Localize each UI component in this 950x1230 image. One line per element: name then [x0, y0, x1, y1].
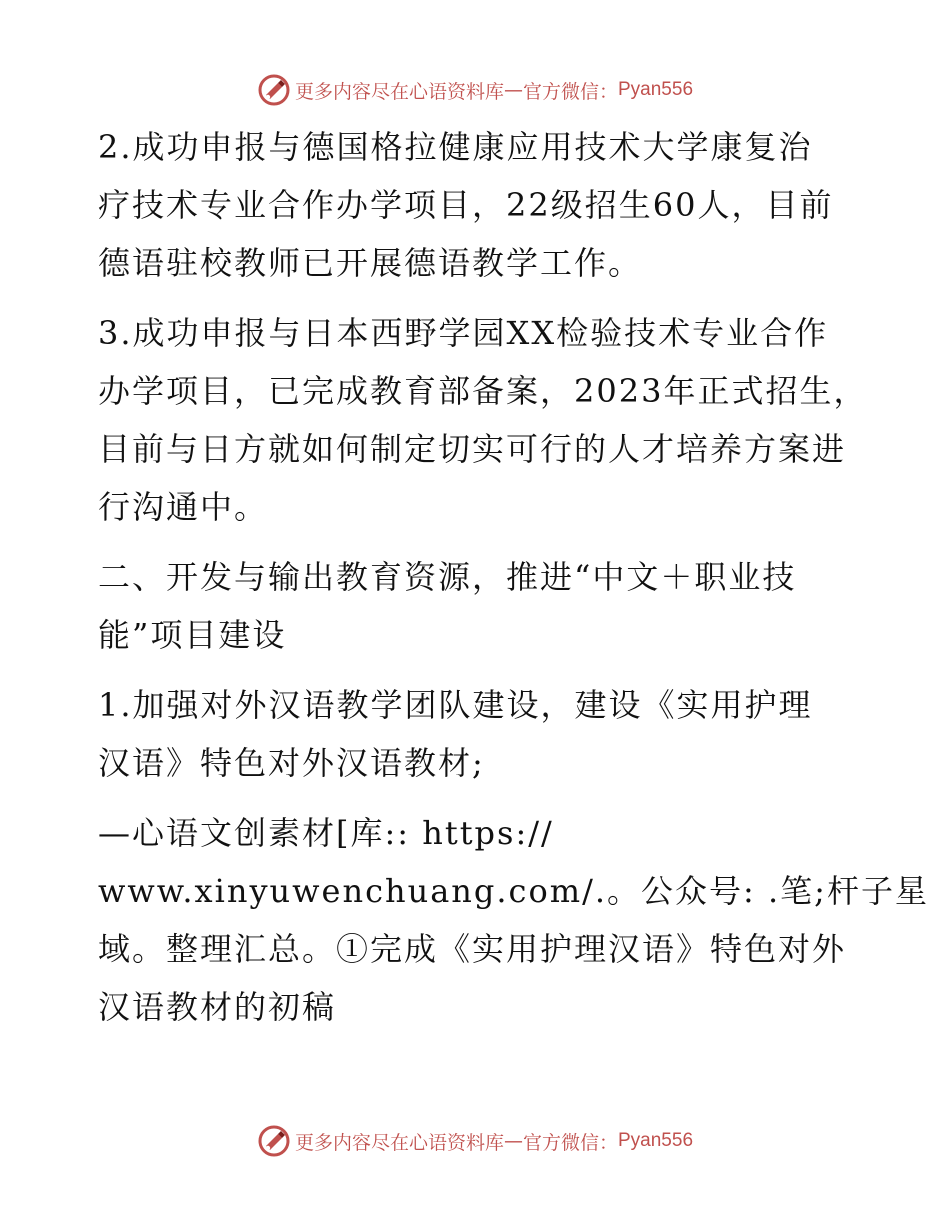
paragraph [98, 548, 858, 664]
banner-wechat-label: 官方微信： [522, 1131, 618, 1154]
text-line: 二、开发与输出教育资源，推进“中文＋职业技 [98, 558, 797, 596]
brand-logo-icon [257, 73, 291, 107]
paragraph [98, 304, 868, 536]
banner-wechat-label: 官方微信： [522, 80, 618, 103]
banner-dash: — [503, 79, 523, 101]
brand-logo-icon [257, 1124, 291, 1158]
banner-wechat-id: Pyan556 [618, 1130, 694, 1151]
text-line: 能”项目建设 [98, 616, 287, 654]
text-line: —心语文创素材[库:: https:// [98, 814, 554, 852]
text-line: www.xinyuwenchuang.com/.。公众号: .笔;杆子星 [98, 872, 929, 910]
banner-wechat-id: Pyan556 [618, 79, 694, 100]
text-line: 1.加强对外汉语教学团队建设，建设《实用护理 [98, 686, 813, 724]
text-line: 疗技术专业合作办学项目，22级招生60人，目前 [98, 186, 834, 224]
text-line: 汉语》特色对外汉语教材; [98, 744, 485, 782]
banner-dash: — [503, 1130, 523, 1152]
text-line: 域。整理汇总。①完成《实用护理汉语》特色对外 [98, 930, 847, 968]
banner-text: 更多内容尽在心语资料库 [294, 1131, 504, 1154]
text-line: 德语驻校教师已开展德语教学工作。 [98, 244, 643, 282]
paragraph [98, 676, 858, 792]
document-body [98, 118, 929, 1048]
text-line: 目前与日方就如何制定切实可行的人才培养方案进 [98, 430, 847, 468]
header-banner [0, 70, 950, 110]
text-line: 3.成功申报与日本西野学园XX检验技术专业合作 [98, 314, 829, 352]
text-line: 办学项目，已完成教育部备案，2023年正式招生， [98, 372, 868, 410]
paragraph [98, 804, 929, 1036]
text-line: 行沟通中。 [98, 488, 269, 526]
footer-banner [0, 1121, 950, 1161]
banner-text: 更多内容尽在心语资料库 [294, 80, 504, 103]
text-line: 汉语教材的初稿 [98, 988, 337, 1026]
text-line: 2.成功申报与德国格拉健康应用技术大学康复治 [98, 128, 813, 166]
paragraph [98, 118, 858, 292]
